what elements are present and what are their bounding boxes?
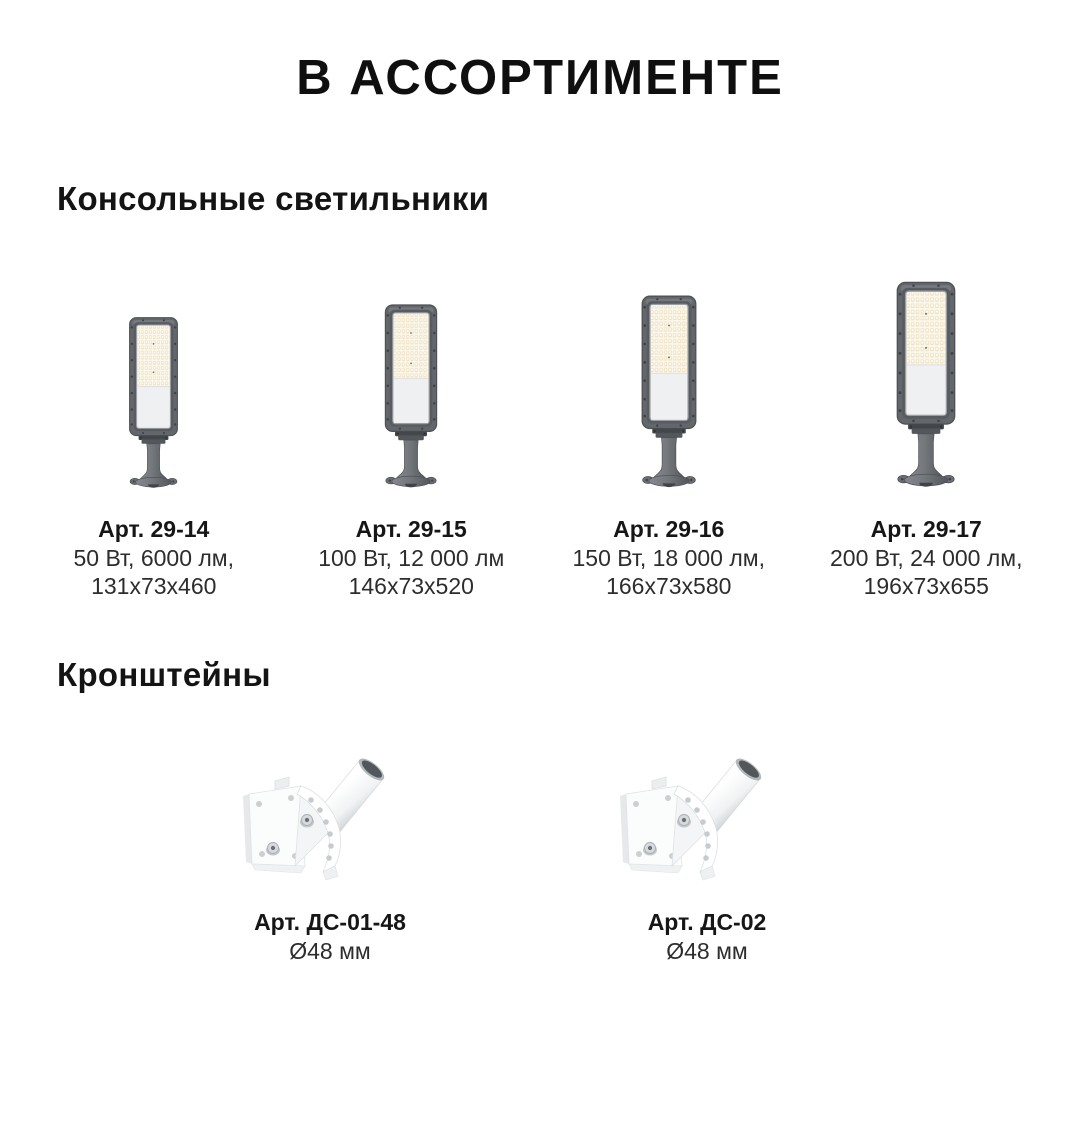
streetlight-image	[627, 292, 711, 493]
product-size: 166x73x580	[606, 573, 732, 599]
product-power: 200 Вт, 24 000 лм,	[830, 545, 1023, 571]
product-card-29-14	[25, 278, 283, 600]
streetlight-image	[881, 278, 971, 493]
page-title: В АССОРТИМЕНТЕ	[296, 51, 784, 105]
section-heading-lights: Консольные светильники	[57, 180, 490, 217]
product-article: Арт. 29-15	[355, 516, 467, 542]
product-article: Арт. ДС-01-48	[254, 909, 406, 935]
product-power: 100 Вт, 12 000 лм	[318, 545, 505, 571]
product-diameter: Ø48 мм	[666, 938, 748, 964]
product-card-ds-01-48	[160, 736, 500, 966]
streetlight-image-wrap	[881, 278, 971, 493]
product-power: 150 Вт, 18 000 лм,	[572, 545, 765, 571]
bracket-image	[235, 736, 425, 896]
product-article: Арт. ДС-02	[647, 909, 767, 935]
product-card-29-17	[798, 278, 1056, 600]
section-heading-brackets: Кронштейны	[57, 656, 271, 693]
product-card-ds-02	[537, 736, 877, 966]
bracket-image	[612, 736, 802, 896]
product-diameter: Ø48 мм	[289, 938, 371, 964]
product-article: Арт. 29-14	[98, 516, 210, 542]
streetlight-image-wrap	[371, 278, 451, 493]
product-card-29-15	[283, 278, 541, 600]
streetlight-image	[371, 301, 451, 493]
product-article: Арт. 29-16	[613, 516, 725, 542]
product-size: 131x73x460	[91, 573, 217, 599]
product-article: Арт. 29-17	[870, 516, 982, 542]
streetlight-image-wrap	[116, 278, 191, 493]
lights-product-row	[0, 278, 1080, 600]
product-card-29-16	[540, 278, 798, 600]
product-size: 146x73x520	[348, 573, 474, 599]
brackets-product-row	[0, 736, 1080, 966]
streetlight-image	[116, 314, 191, 493]
streetlight-image-wrap	[627, 278, 711, 493]
product-power: 50 Вт, 6000 лм,	[73, 545, 234, 571]
product-size: 196x73x655	[863, 573, 989, 599]
